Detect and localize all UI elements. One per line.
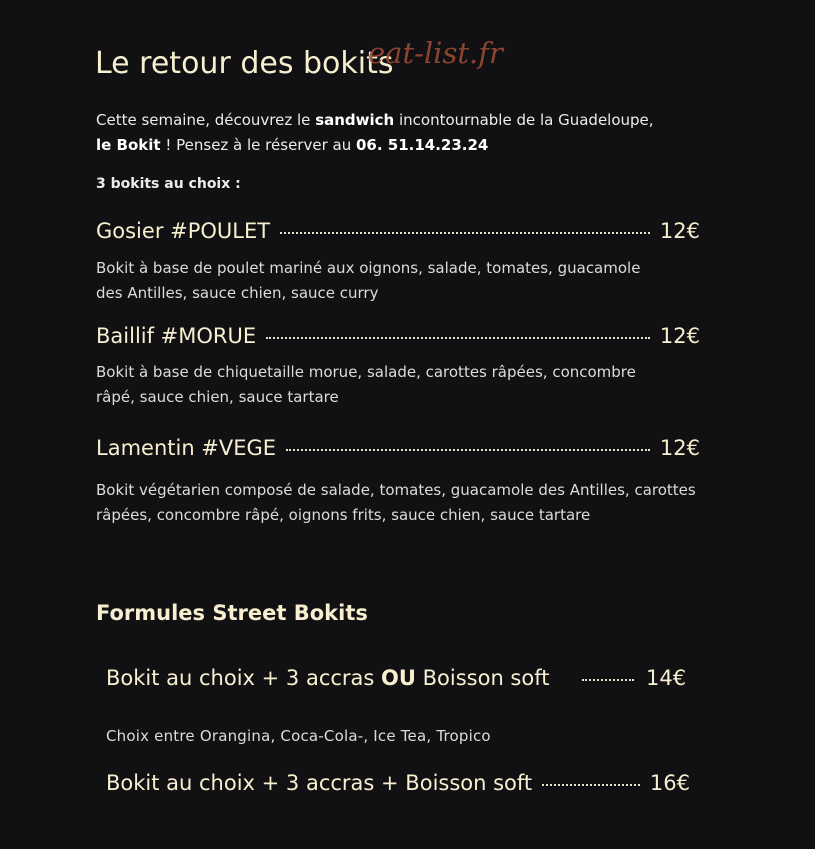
choice-label: 3 bokits au choix : bbox=[96, 176, 241, 192]
formules-heading: Formules Street Bokits bbox=[96, 601, 368, 625]
formule-name-part2: Boisson soft bbox=[415, 666, 550, 690]
menu-item-price: 12€ bbox=[659, 324, 700, 348]
formule-item-name bbox=[106, 666, 576, 690]
menu-item-name: Gosier #POULET bbox=[96, 219, 271, 243]
dotted-leader bbox=[542, 784, 640, 786]
formule-name-bold: OU bbox=[381, 666, 416, 690]
formule-item-name: Bokit au choix + 3 accras + Boisson soft bbox=[106, 771, 533, 795]
formule-item-description: Choix entre Orangina, Coca-Cola-, Ice Tea, Tropico bbox=[106, 727, 491, 745]
intro-part3: ! Pensez à le réserver au bbox=[160, 136, 356, 154]
menu-item-description: Bokit à base de chiquetaille morue, salade, carottes râpées, concombre râpé, sauce chien, sauce tartare bbox=[96, 363, 636, 406]
intro-text bbox=[96, 108, 696, 158]
page-title: Le retour des bokits bbox=[95, 46, 394, 82]
formule-item-14 bbox=[106, 666, 690, 690]
intro-part1: Cette semaine, découvrez le bbox=[96, 111, 316, 129]
menu-item-description: Bokit végétarien composé de salade, tomates, guacamole des Antilles, carottes râpées, concombre râpé, oignons frits, sauce chien, sauce tartare bbox=[96, 481, 696, 524]
dotted-leader bbox=[582, 679, 634, 681]
dotted-leader bbox=[266, 337, 650, 339]
menu-item-description: Bokit à base de poulet mariné aux oignons, salade, tomates, guacamole des Antilles, sauce chien, sauce curry bbox=[96, 259, 641, 302]
formule-item-16 bbox=[106, 771, 690, 795]
intro-bold-bokit: le Bokit bbox=[96, 136, 161, 154]
menu-item-name: Baillif #MORUE bbox=[96, 324, 257, 348]
dotted-leader bbox=[280, 232, 650, 234]
menu-item-baillif bbox=[96, 324, 700, 348]
menu-item-price: 12€ bbox=[659, 219, 700, 243]
intro-part2: incontournable de la Guadeloupe, bbox=[394, 111, 654, 129]
menu-item-gosier bbox=[96, 219, 700, 243]
formule-item-price: 16€ bbox=[649, 771, 690, 795]
dotted-leader bbox=[286, 449, 650, 451]
intro-bold-sandwich: sandwich bbox=[315, 111, 395, 129]
formule-name-part1: Bokit au choix + 3 accras bbox=[106, 666, 382, 690]
watermark: eat-list.fr bbox=[368, 36, 503, 70]
menu-item-lamentin bbox=[96, 436, 700, 460]
formule-item-price: 14€ bbox=[646, 666, 687, 690]
phone-number[interactable]: 06. 51.14.23.24 bbox=[355, 136, 489, 154]
menu-item-name: Lamentin #VEGE bbox=[96, 436, 277, 460]
menu-item-price: 12€ bbox=[659, 436, 700, 460]
